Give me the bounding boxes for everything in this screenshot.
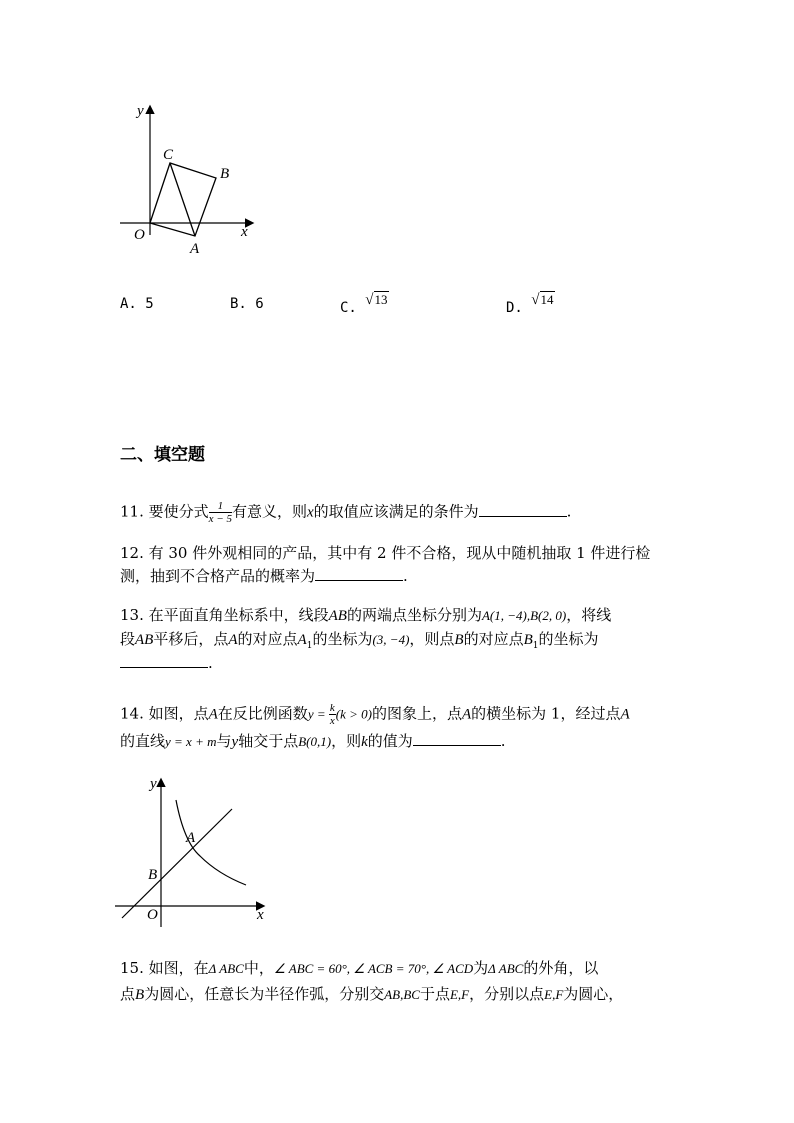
answer-blank[interactable] <box>413 731 501 746</box>
fraction: $\frac{k}{x}$ <box>329 702 335 727</box>
sqrt-sign: √ <box>531 292 540 308</box>
label-b: B <box>220 166 230 182</box>
label-o: O <box>134 227 145 243</box>
question-12-line2: 测，抽到不合格产品的概率为 . <box>120 567 408 585</box>
question-15-line1: 15. 如图，在Δ ABC中，∠ ABC = 60°, ∠ ACB = 70°, ∠ ACD为Δ ABC的外角，以 <box>120 959 599 977</box>
section-heading: 二、填空题 <box>120 445 205 465</box>
question-15-line2: 点B为圆心，任意长为半径作弧，分别交AB,BC于点E,F，分别以点E,F为圆心， <box>120 985 624 1003</box>
figure-hyperbola <box>110 772 275 932</box>
question-14-line2: 的直线y = x + m与y轴交于点B(0,1)，则k的值为 . <box>120 732 506 750</box>
label-y: y <box>137 103 144 119</box>
label-x: x <box>257 907 264 923</box>
label-a: A <box>190 241 200 257</box>
answer-blank[interactable] <box>315 566 403 581</box>
line-y-x-m <box>122 809 232 918</box>
option-b[interactable]: B. 6 <box>230 296 264 312</box>
fraction: $\frac{1}{x - 5}$ <box>208 500 232 525</box>
diagonal-ca <box>170 163 195 236</box>
answer-blank[interactable] <box>479 502 567 517</box>
option-d[interactable]: D. √14 <box>506 292 554 316</box>
question-12-line1: 12. 有 30 件外观相同的产品，其中有 2 件不合格，现从中随机抽取 1 件进行检 <box>120 544 651 562</box>
option-a[interactable]: A. 5 <box>120 296 154 312</box>
question-14-line1: 14. 如图，点A在反比例函数y = $\frac{k}{x}$ (k > 0)的图象上，点A的横坐标为 1，经过点A <box>120 702 630 727</box>
question-13-line3: . <box>120 653 213 673</box>
option-c[interactable]: C. √13 <box>340 292 388 316</box>
label-o: O <box>147 907 158 923</box>
label-y: y <box>150 776 157 792</box>
label-c: C <box>163 147 174 163</box>
label-b: B <box>148 867 158 883</box>
question-13-line1: 13. 在平面直角坐标系中，线段AB的两端点坐标分别为A(1, −4),B(2, 0)，将线 <box>120 606 612 624</box>
answer-blank[interactable] <box>120 653 208 668</box>
question-13-line2: 段AB平移后，点A的对应点$A_1$的坐标为(3, −4)，则点B的对应点$B_1$的坐标为 <box>120 630 599 651</box>
figure-quadrilateral <box>110 95 270 265</box>
sqrt-sign: √ <box>365 292 374 308</box>
question-11: 11. 要使分式 $\frac{1}{x - 5}$ 有意义，则x的取值应该满足的条件为 . <box>120 500 572 525</box>
label-a: A <box>186 830 196 846</box>
label-x: x <box>241 224 248 240</box>
